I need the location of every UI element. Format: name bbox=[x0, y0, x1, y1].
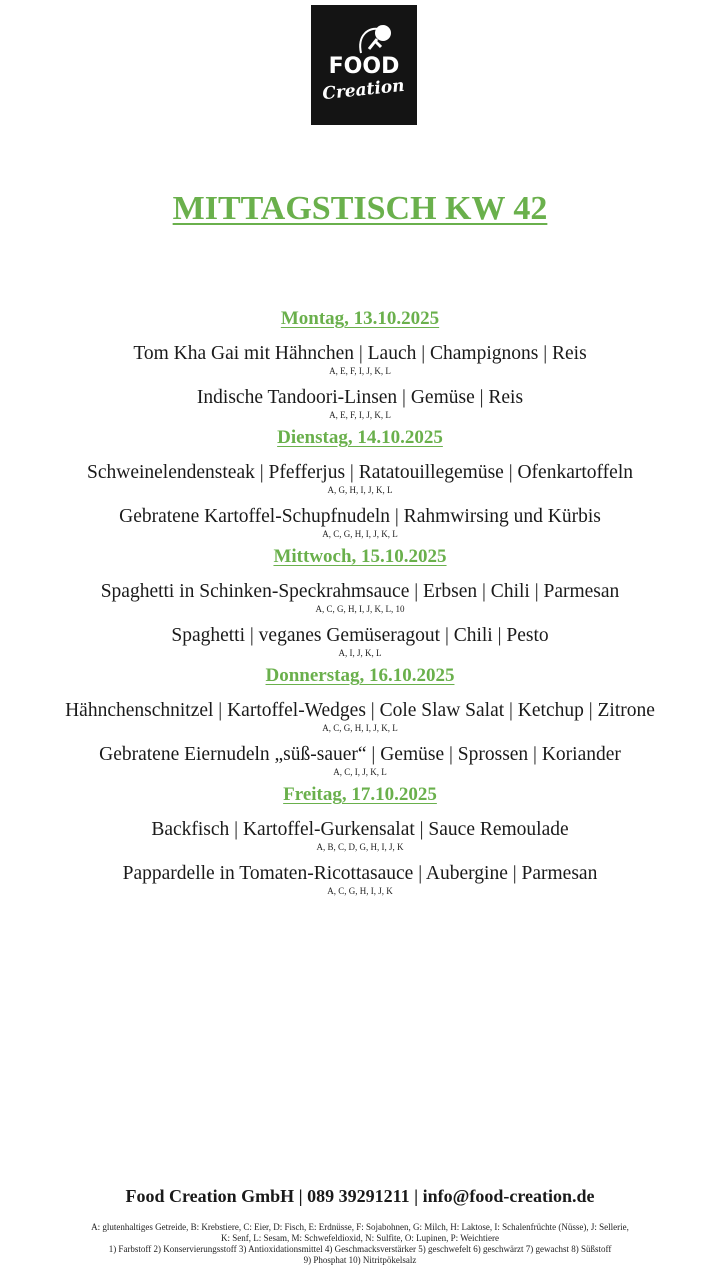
legend-line: A: glutenhaltiges Getreide, B: Krebstiere, C: Eier, D: Fisch, E: Erdnüsse, F: Sojabohnen, G: Milch, H: Laktose, I: Schalenfrüchte (Nüsse), J: Sellerie, bbox=[91, 1222, 629, 1232]
legend-line: K: Senf, L: Sesam, M: Schwefeldioxid, N: Sulfite, O: Lupinen, P: Weichtiere bbox=[220, 1233, 500, 1243]
legend-line: 1) Farbstoff 2) Konservierungsstoff 3) Antioxidationsmittel 4) Geschmacksverstärker 5) geschwefelt 6) geschwärzt 7) gewachst 8) Süßstoff bbox=[108, 1244, 612, 1254]
dish-allergens: A, E, F, I, J, K, L bbox=[329, 366, 391, 376]
day-section bbox=[0, 663, 720, 777]
dish-item bbox=[0, 342, 720, 376]
day-section bbox=[0, 306, 720, 420]
logo-word-food: FOOD bbox=[328, 54, 400, 79]
dish-item bbox=[0, 461, 720, 495]
day-heading: Donnerstag, 16.10.2025 bbox=[265, 665, 455, 686]
dish-item bbox=[0, 386, 720, 420]
day-heading: Mittwoch, 15.10.2025 bbox=[273, 546, 447, 567]
dish-allergens: A, I, J, K, L bbox=[338, 648, 382, 658]
food-creation-logo bbox=[311, 5, 417, 125]
dish-item bbox=[0, 862, 720, 896]
dish-name: Tom Kha Gai mit Hähnchen | Lauch | Champignons | Reis bbox=[133, 343, 587, 364]
weekly-menu bbox=[0, 306, 720, 901]
day-section bbox=[0, 544, 720, 658]
dish-item bbox=[0, 818, 720, 852]
dish-name: Spaghetti in Schinken-Speckrahmsauce | Erbsen | Chili | Parmesan bbox=[100, 581, 620, 602]
day-heading: Dienstag, 14.10.2025 bbox=[277, 427, 443, 448]
dish-allergens: A, G, H, I, J, K, L bbox=[327, 485, 393, 495]
day-section bbox=[0, 782, 720, 896]
dish-name: Gebratene Eiernudeln „süß-sauer“ | Gemüse | Sprossen | Koriander bbox=[99, 744, 621, 765]
dish-item bbox=[0, 699, 720, 733]
allergen-legend bbox=[10, 1222, 710, 1266]
dish-allergens: A, C, G, H, I, J, K, L, 10 bbox=[315, 604, 405, 614]
dish-name: Spaghetti | veganes Gemüseragout | Chili | Pesto bbox=[171, 625, 549, 646]
page-title: MITTAGSTISCH KW 42 bbox=[172, 190, 548, 227]
dish-item bbox=[0, 624, 720, 658]
dish-allergens: A, B, C, D, G, H, I, J, K bbox=[316, 842, 404, 852]
dish-allergens: A, E, F, I, J, K, L bbox=[329, 410, 391, 420]
legend-line: 9) Phosphat 10) Nitritpökelsalz bbox=[303, 1255, 417, 1265]
day-section bbox=[0, 425, 720, 539]
dish-allergens: A, C, G, H, I, J, K bbox=[327, 886, 393, 896]
dish-name: Schweinelendensteak | Pfefferjus | Ratatouillegemüse | Ofenkartoffeln bbox=[87, 462, 633, 483]
dish-item bbox=[0, 580, 720, 614]
dish-name: Backfisch | Kartoffel-Gurkensalat | Sauce Remoulade bbox=[151, 819, 569, 840]
dish-allergens: A, C, G, H, I, J, K, L bbox=[322, 529, 398, 539]
dish-name: Hähnchenschnitzel | Kartoffel-Wedges | Cole Slaw Salat | Ketchup | Zitrone bbox=[65, 700, 655, 721]
dish-name: Gebratene Kartoffel-Schupfnudeln | Rahmwirsing und Kürbis bbox=[119, 506, 601, 527]
dish-name: Pappardelle in Tomaten-Ricottasauce | Aubergine | Parmesan bbox=[122, 863, 598, 884]
day-heading: Montag, 13.10.2025 bbox=[280, 308, 440, 329]
dish-name: Indische Tandoori-Linsen | Gemüse | Reis bbox=[196, 387, 524, 408]
dish-allergens: A, C, G, H, I, J, K, L bbox=[322, 723, 398, 733]
company-contact: Food Creation GmbH | 089 39291211 | info@food-creation.de bbox=[125, 1186, 595, 1206]
dish-item bbox=[0, 743, 720, 777]
dish-allergens: A, C, I, J, K, L bbox=[333, 767, 387, 777]
day-heading: Freitag, 17.10.2025 bbox=[283, 784, 437, 805]
dish-item bbox=[0, 505, 720, 539]
logo-word-creation: Creation bbox=[321, 75, 406, 105]
